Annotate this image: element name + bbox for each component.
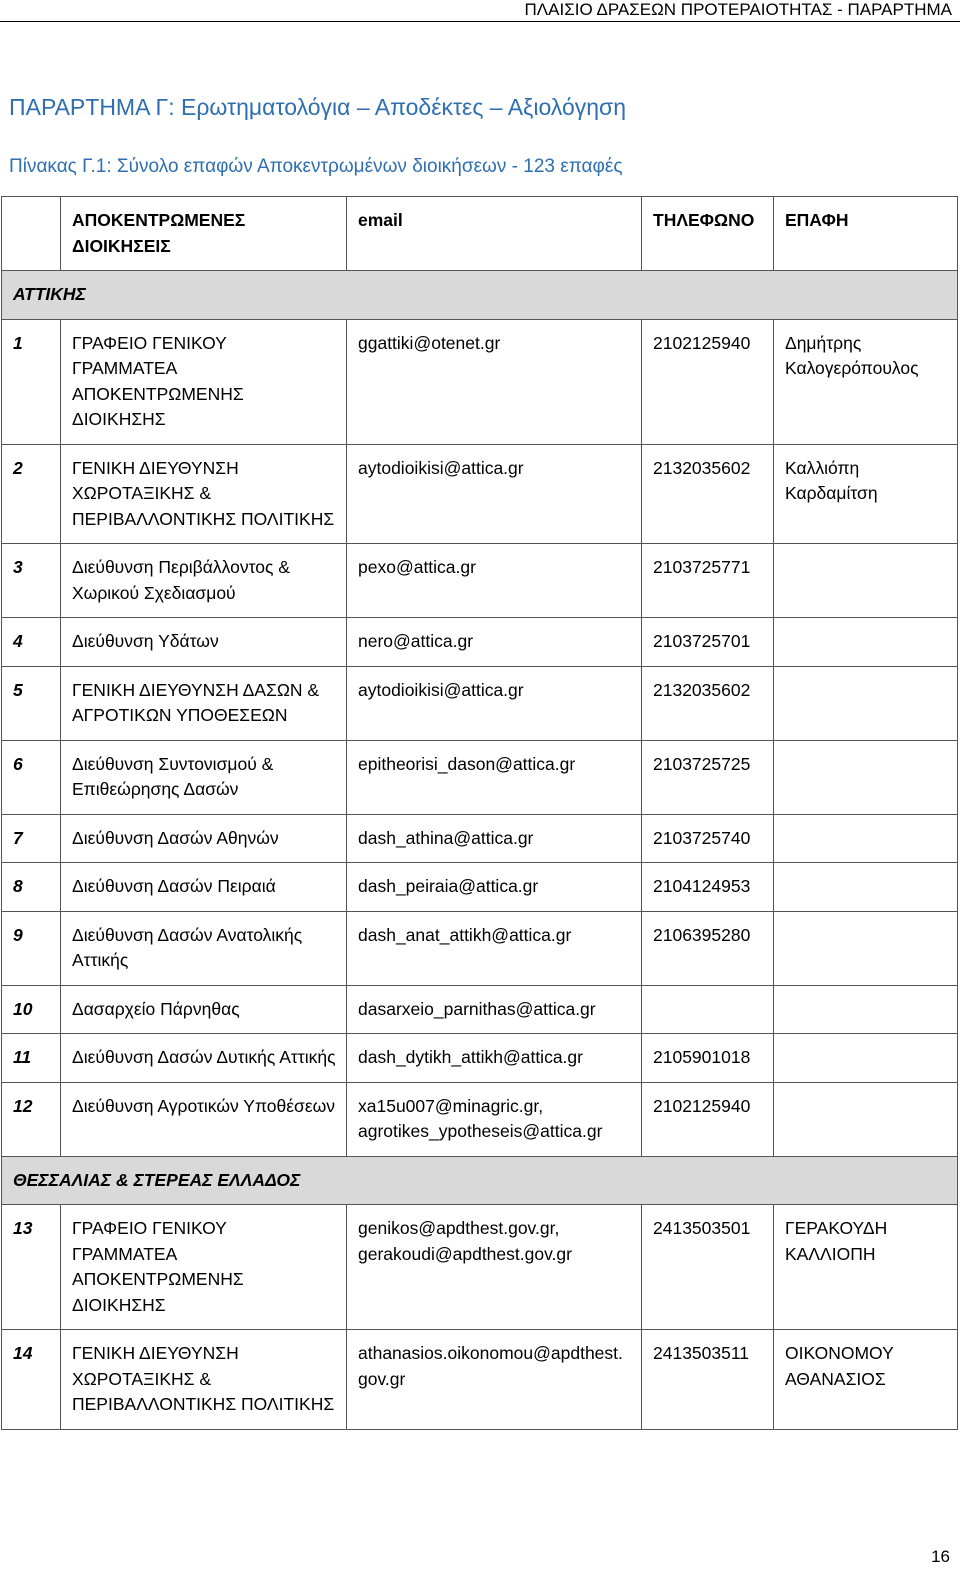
row-contact [774, 740, 958, 814]
row-number: 3 [2, 544, 61, 618]
row-department: ΓΡΑΦΕΙΟ ΓΕΝΙΚΟΥ ΓΡΑΜΜΑΤΕΑ ΑΠΟΚΕΝΤΡΩΜΕΝΗΣ ΔΙΟΙΚΗΣΗΣ [61, 319, 347, 444]
row-email: dasarxeio_parnithas@attica.gr [347, 985, 642, 1034]
row-phone: 2413503511 [642, 1330, 774, 1430]
row-phone: 2105901018 [642, 1034, 774, 1083]
row-department: ΓΕΝΙΚΗ ΔΙΕΥΘΥΝΣΗ ΔΑΣΩΝ & ΑΓΡΟΤΙΚΩΝ ΥΠΟΘΕΣΕΩΝ [61, 666, 347, 740]
region-label: ΑΤΤΙΚΗΣ [2, 271, 958, 320]
header-contact: ΕΠΑΦΗ [774, 197, 958, 271]
row-contact [774, 814, 958, 863]
table-row [2, 1082, 958, 1156]
row-phone: 2103725725 [642, 740, 774, 814]
row-email: genikos@apdthest.gov.gr, gerakoudi@apdthest.gov.gr [347, 1205, 642, 1330]
table-row [2, 740, 958, 814]
row-email: dash_anat_attikh@attica.gr [347, 911, 642, 985]
table-caption: Πίνακας Γ.1: Σύνολο επαφών Αποκεντρωμένων διοικήσεων - 123 επαφές [9, 156, 623, 177]
row-number: 7 [2, 814, 61, 863]
row-number: 13 [2, 1205, 61, 1330]
row-email: athanasios.oikonomou@apdthest.gov.gr [347, 1330, 642, 1430]
region-row [2, 271, 958, 320]
row-department: ΓΡΑΦΕΙΟ ΓΕΝΙΚΟΥ ΓΡΑΜΜΑΤΕΑ ΑΠΟΚΕΝΤΡΩΜΕΝΗΣ ΔΙΟΙΚΗΣΗΣ [61, 1205, 347, 1330]
row-contact [774, 863, 958, 912]
row-number: 1 [2, 319, 61, 444]
row-email: dash_athina@attica.gr [347, 814, 642, 863]
row-contact [774, 618, 958, 667]
row-email: ggattiki@otenet.gr [347, 319, 642, 444]
table-row [2, 666, 958, 740]
row-department: Διεύθυνση Δασών Ανατολικής Αττικής [61, 911, 347, 985]
row-email: aytodioikisi@attica.gr [347, 666, 642, 740]
row-contact [774, 985, 958, 1034]
row-contact [774, 911, 958, 985]
table-row [2, 1205, 958, 1330]
header-email: email [347, 197, 642, 271]
row-phone [642, 985, 774, 1034]
page-number: 16 [931, 1547, 950, 1566]
row-department: ΓΕΝΙΚΗ ΔΙΕΥΘΥΝΣΗ ΧΩΡΟΤΑΞΙΚΗΣ & ΠΕΡΙΒΑΛΛΟΝΤΙΚΗΣ ΠΟΛΙΤΙΚΗΣ [61, 444, 347, 544]
header-phone: ΤΗΛΕΦΩΝΟ [642, 197, 774, 271]
row-number: 10 [2, 985, 61, 1034]
row-number: 14 [2, 1330, 61, 1430]
row-phone: 2102125940 [642, 319, 774, 444]
table-row [2, 544, 958, 618]
row-contact [774, 666, 958, 740]
row-phone: 2132035602 [642, 666, 774, 740]
row-phone: 2106395280 [642, 911, 774, 985]
row-number: 12 [2, 1082, 61, 1156]
row-department: Διεύθυνση Αγροτικών Υποθέσεων [61, 1082, 347, 1156]
row-number: 8 [2, 863, 61, 912]
table-row [2, 1330, 958, 1430]
row-department: Διεύθυνση Δασών Πειραιά [61, 863, 347, 912]
row-department: ΓΕΝΙΚΗ ΔΙΕΥΘΥΝΣΗ ΧΩΡΟΤΑΞΙΚΗΣ & ΠΕΡΙΒΑΛΛΟΝΤΙΚΗΣ ΠΟΛΙΤΙΚΗΣ [61, 1330, 347, 1430]
row-department: Διεύθυνση Συντονισμού & Επιθεώρησης Δασών [61, 740, 347, 814]
row-number: 11 [2, 1034, 61, 1083]
row-contact: Δημήτρης Καλογερόπουλος [774, 319, 958, 444]
row-contact [774, 544, 958, 618]
table-row [2, 911, 958, 985]
row-phone: 2132035602 [642, 444, 774, 544]
row-phone: 2103725771 [642, 544, 774, 618]
table-row [2, 1034, 958, 1083]
row-contact: Καλλιόπη Καρδαμίτση [774, 444, 958, 544]
header-num [2, 197, 61, 271]
row-phone: 2103725701 [642, 618, 774, 667]
contacts-table [1, 196, 958, 1430]
region-label: ΘΕΣΣΑΛΙΑΣ & ΣΤΕΡΕΑΣ ΕΛΛΑΔΟΣ [2, 1156, 958, 1205]
row-phone: 2102125940 [642, 1082, 774, 1156]
row-department: Διεύθυνση Δασών Αθηνών [61, 814, 347, 863]
row-department: Δασαρχείο Πάρνηθας [61, 985, 347, 1034]
row-contact: ΓΕΡΑΚΟΥΔΗ ΚΑΛΛΙΟΠΗ [774, 1205, 958, 1330]
table-row [2, 444, 958, 544]
row-email: epitheorisi_dason@attica.gr [347, 740, 642, 814]
annex-title: ΠΑΡΑΡΤΗΜΑ Γ: Ερωτηματολόγια – Αποδέκτες – Αξιολόγηση [9, 94, 627, 120]
row-contact [774, 1034, 958, 1083]
table-row [2, 814, 958, 863]
row-phone: 2413503501 [642, 1205, 774, 1330]
table-row [2, 618, 958, 667]
row-email: aytodioikisi@attica.gr [347, 444, 642, 544]
row-email: xa15u007@minagric.gr, agrotikes_ypotheseis@attica.gr [347, 1082, 642, 1156]
row-number: 6 [2, 740, 61, 814]
row-phone: 2103725740 [642, 814, 774, 863]
row-email: dash_peiraia@attica.gr [347, 863, 642, 912]
row-email: pexo@attica.gr [347, 544, 642, 618]
row-email: dash_dytikh_attikh@attica.gr [347, 1034, 642, 1083]
row-email: nero@attica.gr [347, 618, 642, 667]
row-contact: ΟΙΚΟΝΟΜΟΥ ΑΘΑΝΑΣΙΟΣ [774, 1330, 958, 1430]
row-department: Διεύθυνση Υδάτων [61, 618, 347, 667]
row-phone: 2104124953 [642, 863, 774, 912]
header-administration: ΑΠΟΚΕΝΤΡΩΜΕΝΕΣ ΔΙΟΙΚΗΣΕΙΣ [61, 197, 347, 271]
region-row [2, 1156, 958, 1205]
row-number: 2 [2, 444, 61, 544]
running-header: ΠΛΑΙΣΙΟ ΔΡΑΣΕΩΝ ΠΡΟΤΕΡΑΙΟΤΗΤΑΣ - ΠΑΡΑΡΤΗΜΑ [0, 0, 960, 22]
row-department: Διεύθυνση Δασών Δυτικής Αττικής [61, 1034, 347, 1083]
row-department: Διεύθυνση Περιβάλλοντος & Χωρικού Σχεδιασμού [61, 544, 347, 618]
row-number: 4 [2, 618, 61, 667]
table-row [2, 985, 958, 1034]
table-row [2, 319, 958, 444]
table-header-row [2, 197, 958, 271]
row-number: 5 [2, 666, 61, 740]
row-number: 9 [2, 911, 61, 985]
table-row [2, 863, 958, 912]
row-contact [774, 1082, 958, 1156]
